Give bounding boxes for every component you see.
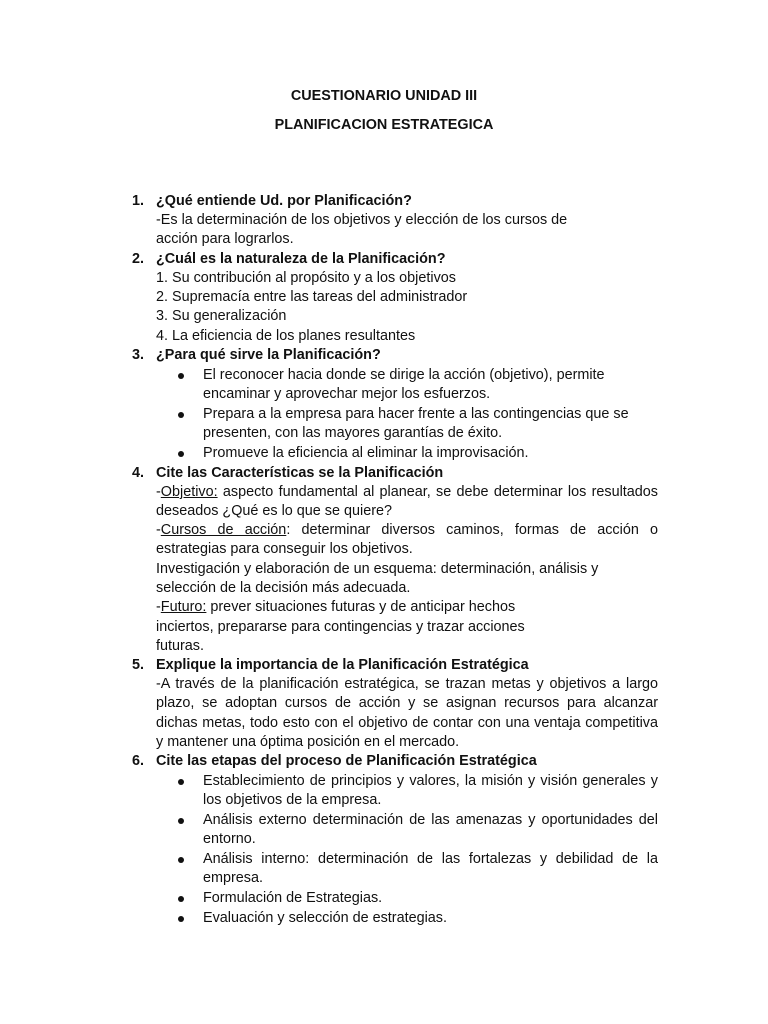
document-subtitle: PLANIFICACION ESTRATEGICA <box>274 117 494 133</box>
characteristic-cursos: -Cursos de acción: determinar diversos caminos, formas de acción o estrategias para conseguir los objetivos. <box>156 522 658 558</box>
bullet-item: Análisis externo determinación de las amenazas y oportunidades del entorno. <box>203 812 658 848</box>
question-5 <box>132 656 658 675</box>
list-item: 4. La eficiencia de los planes resultantes <box>156 328 416 344</box>
characteristic-futuro-line2: inciertos, prepararse para contingencias y trazar acciones <box>156 619 525 635</box>
question-number: 5. <box>132 657 145 673</box>
question-text: ¿Cuál es la naturaleza de la Planificación? <box>156 251 446 267</box>
question-number: 2. <box>132 251 145 267</box>
bullet-item: Promueve la eficiencia al eliminar la improvisación. <box>203 445 529 461</box>
question-number: 3. <box>132 347 145 363</box>
question-text: ¿Para qué sirve la Planificación? <box>156 347 381 363</box>
question-number: 1. <box>132 193 145 209</box>
list-item: 1. Su contribución al propósito y a los objetivos <box>156 270 456 286</box>
question-text: Cite las etapas del proceso de Planificación Estratégica <box>156 753 537 769</box>
term-label: Cursos de acción <box>160 522 287 538</box>
bullet-item: Análisis interno: determinación de las fortalezas y debilidad de la empresa. <box>203 851 658 887</box>
bullet-icon <box>176 366 185 375</box>
term-text: : determinar diversos caminos, formas de acción o estrategias para conseguir los objetivos. <box>156 522 658 558</box>
list-item: 2. Supremacía entre las tareas del administrador <box>156 289 468 305</box>
question-3 <box>132 346 658 365</box>
term-text: aspecto fundamental al planear, se debe determinar los resultados deseados ¿Qué es lo que se quiere? <box>156 484 658 520</box>
bullet-icon <box>176 909 185 918</box>
bullet-icon <box>176 405 185 414</box>
question-6 <box>132 752 658 771</box>
question-text: ¿Qué entiende Ud. por Planificación? <box>156 193 412 209</box>
characteristic-investigacion: Investigación y elaboración de un esquema: determinación, análisis y selección de la decisión más adecuada. <box>156 561 599 597</box>
bullet-icon <box>176 444 185 453</box>
document-title: CUESTIONARIO UNIDAD III <box>290 88 478 104</box>
question-2 <box>132 250 658 269</box>
question-4 <box>132 464 658 483</box>
question-1 <box>132 192 658 211</box>
question-number: 4. <box>132 465 145 481</box>
bullet-item: Formulación de Estrategias. <box>203 890 383 906</box>
bullet-icon <box>176 889 185 898</box>
bullet-item: Establecimiento de principios y valores, la misión y visión generales y los objetivos de la empresa. <box>203 773 658 809</box>
question-text: Cite las Características se la Planificación <box>156 465 444 481</box>
characteristic-futuro-line3: futuras. <box>156 638 204 654</box>
answer-1: -Es la determinación de los objetivos y elección de los cursos de acción para lograrlos. <box>156 212 568 248</box>
term-text: prever situaciones futuras y de anticipar hechos <box>206 599 516 615</box>
bullet-item: Evaluación y selección de estrategias. <box>203 910 447 926</box>
term-label: Futuro: <box>160 599 207 615</box>
bullet-icon <box>176 811 185 820</box>
answer-5: -A través de la planificación estratégica, se trazan metas y objetivos a largo plazo, se adoptan cursos de acción y se asignan recursos para alcanzar dichas metas, todo esto con el objetivo de contar con una ventaja competitiva y mantener una óptima posición en el mercado. <box>156 676 658 750</box>
list-item: 3. Su generalización <box>156 308 287 324</box>
term-label: Objetivo: <box>160 484 218 500</box>
bullet-icon <box>176 850 185 859</box>
characteristic-objetivo: -Objetivo: aspecto fundamental al planear, se debe determinar los resultados deseados ¿Qué es lo que se quiere? <box>156 484 658 520</box>
characteristic-futuro: -Futuro: prever situaciones futuras y de anticipar hechos <box>156 599 516 615</box>
bullet-icon <box>176 772 185 781</box>
bullet-item: Prepara a la empresa para hacer frente a las contingencias que se presenten, con las mayores garantías de éxito. <box>203 406 629 442</box>
bullet-item: El reconocer hacia donde se dirige la acción (objetivo), permite encaminar y aprovechar mejor los esfuerzos. <box>203 367 605 403</box>
question-text: Explique la importancia de la Planificación Estratégica <box>156 657 529 673</box>
question-number: 6. <box>132 753 145 769</box>
